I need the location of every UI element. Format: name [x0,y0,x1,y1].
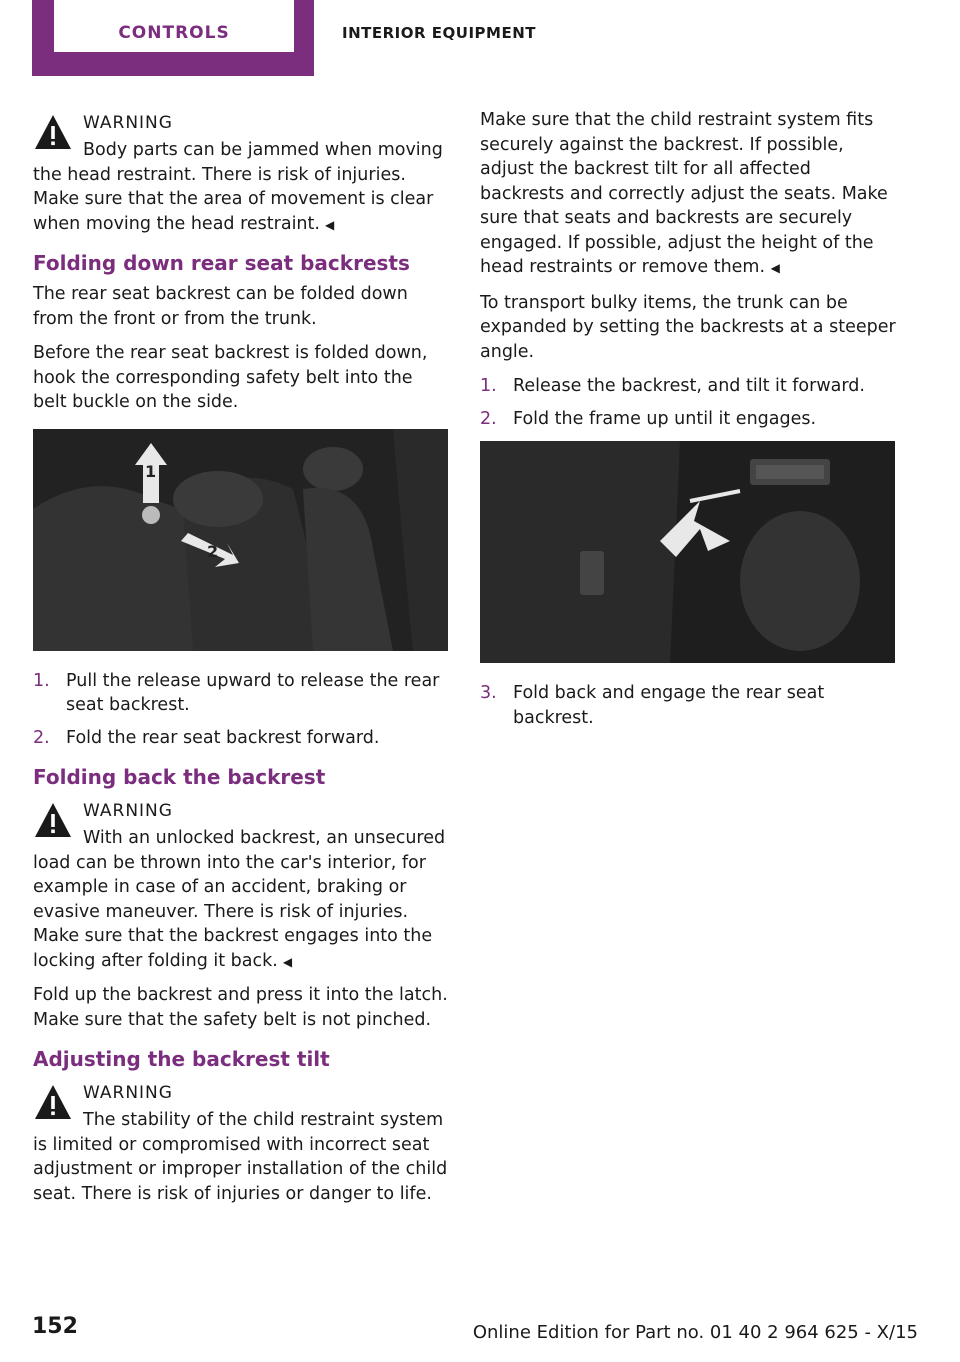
warning-icon [33,1082,73,1122]
paragraph: Fold up the backrest and press it into the latch. Make sure that the safety belt is not pinched. [33,985,448,1030]
figure-label-1: 1 [145,461,157,481]
warning-icon [33,800,73,840]
chapter-tab[interactable] [32,0,314,76]
list-item [33,669,449,718]
rear-seat-release-photo [33,429,448,651]
warning-unlocked-backrest [33,796,449,973]
paragraph: The rear seat backrest can be folded down from the front or from the trunk. [33,284,408,329]
warning-icon [33,112,73,152]
end-mark: ◀ [325,217,335,232]
section-label: INTERIOR EQUIPMENT [342,24,536,42]
step-number: 2. [33,727,50,748]
list-item [480,374,896,399]
warning-title: WARNING [83,801,173,821]
steps-backrest-tilt-continued [480,681,896,730]
warning-title: WARNING [83,113,173,133]
list-item [480,681,896,730]
step-number: 1. [480,376,497,396]
page-number: 152 [32,1314,78,1339]
edition-footer: Online Edition for Part no. 01 40 2 964 625 - X/15 [472,1322,918,1343]
left-column [33,108,449,1216]
right-column [480,108,896,740]
continued-text: Make sure that the child restraint system fits securely against the backrest. If possible, adjust the backrest tilt for all affected backrests and correctly adjust the seats. Make sure that seats and backrests are securely engaged. If possible, adjust the height of the head restraints or remove them. [480,110,888,277]
end-mark: ◀ [770,261,780,275]
step-text: Fold the rear seat backrest forward. [66,727,380,748]
warning-text: The stability of the child restraint system is limited or compromised with incorrect seat adjustment or improper installation of the child seat. There is risk of injuries or danger to life. [33,1110,448,1204]
warning-child-restraint [33,1078,449,1206]
warning-text: Body parts can be jammed when moving the head restraint. There is risk of injuries. Make sure that the area of movement is clear when moving the head restraint. [33,140,443,234]
heading-backrest-tilt: Adjusting the backrest tilt [33,1047,330,1071]
figure-label-2: 2 [207,541,219,561]
step-text: Release the backrest, and tilt it forward. [513,376,865,396]
list-item [480,407,896,432]
step-number: 2. [480,408,497,429]
step-text: Fold back and engage the rear seat backrest. [513,683,825,728]
paragraph: Before the rear seat backrest is folded down, hook the corresponding safety belt into the belt buckle on the side. [33,343,428,412]
step-text: Fold the frame up until it engages. [513,408,817,429]
step-text: Pull the release upward to release the rear seat backrest. [66,670,440,715]
warning-title: WARNING [83,1083,173,1103]
list-item [33,726,449,751]
step-number: 1. [33,670,50,691]
chapter-tab-label: CONTROLS [54,0,294,52]
paragraph-continued [480,108,896,281]
steps-backrest-tilt [480,374,896,431]
paragraph: To transport bulky items, the trunk can be expanded by setting the backrests at a steeper angle. [480,292,896,362]
trunk-frame-photo [480,441,895,663]
warning-head-restraint [33,108,449,236]
warning-text: With an unlocked backrest, an unsecured load can be thrown into the car's interior, for example in case of an accident, braking or evasive maneuver. There is risk of injuries. Make sure that the backrest engages into the locking after folding it back. [33,828,446,971]
heading-folding-down: Folding down rear seat backrests [33,251,410,275]
step-number: 3. [480,683,497,703]
steps-folding-down [33,669,449,751]
end-mark: ◀ [282,954,293,969]
heading-folding-back: Folding back the backrest [33,765,326,789]
